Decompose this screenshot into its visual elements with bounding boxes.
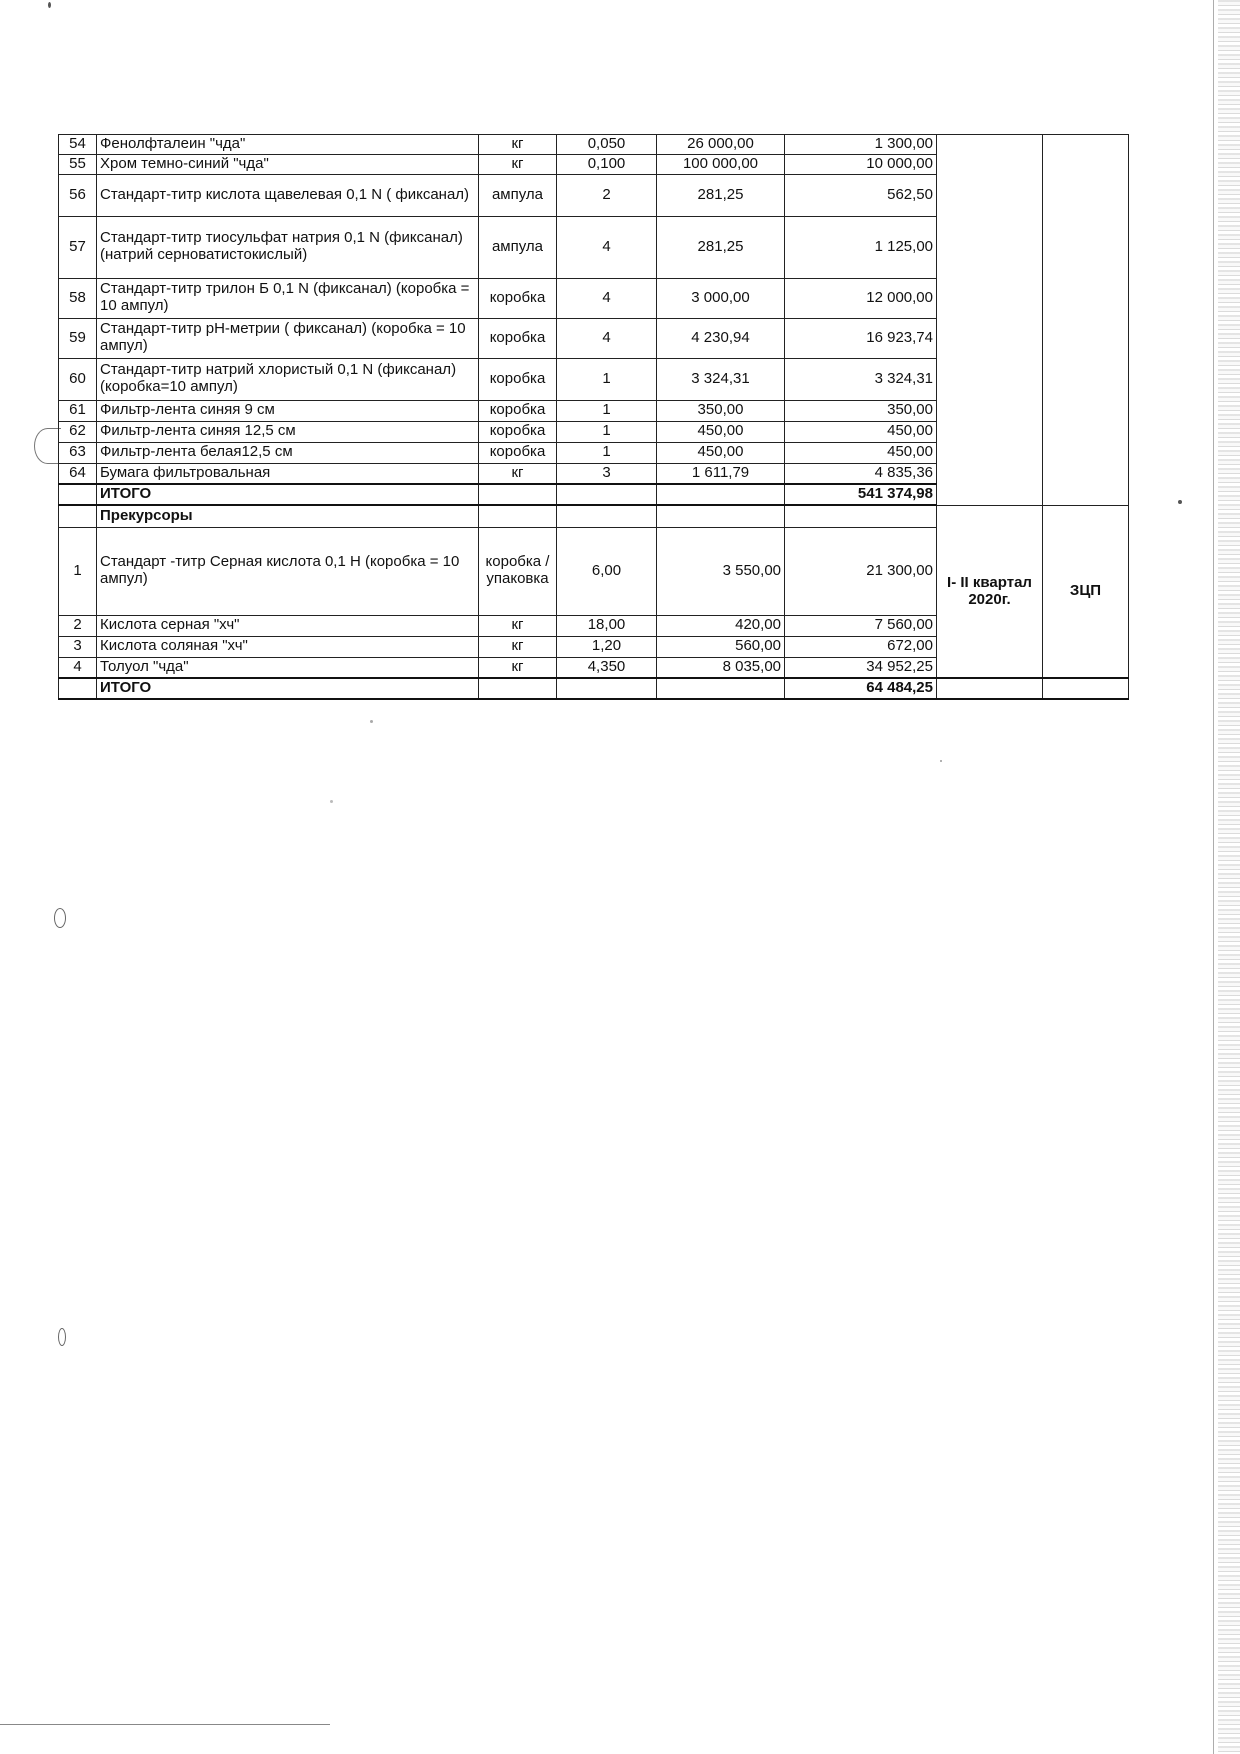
item-price: 450,00 [657, 421, 785, 442]
item-name: Хром темно-синий "чда" [97, 154, 479, 174]
total-label: ИТОГО [97, 484, 479, 505]
item-qty: 4 [557, 278, 657, 318]
item-price: 3 324,31 [657, 358, 785, 400]
empty-cell [479, 678, 557, 699]
item-sum: 1 300,00 [785, 135, 937, 155]
scan-speck [48, 2, 51, 8]
item-sum: 3 324,31 [785, 358, 937, 400]
table-row [59, 135, 1129, 155]
scan-bottom-line [0, 1724, 330, 1725]
row-number: 64 [59, 463, 97, 484]
item-unit: кг [479, 154, 557, 174]
item-name: Стандарт-титр натрий хлористый 0,1 N (фиксанал) (коробка=10 ампул) [97, 358, 479, 400]
total-row [59, 678, 1129, 699]
row-number: 58 [59, 278, 97, 318]
item-name: Стандарт-титр pH-метрии ( фиксанал) (коробка = 10 ампул) [97, 318, 479, 358]
item-price: 26 000,00 [657, 135, 785, 155]
item-price: 3 000,00 [657, 278, 785, 318]
item-name: Стандарт-титр тиосульфат натрия 0,1 N (фиксанал) (натрий серноватистокислый) [97, 216, 479, 278]
item-qty: 1 [557, 421, 657, 442]
row-number: 2 [59, 615, 97, 636]
item-price: 100 000,00 [657, 154, 785, 174]
item-qty: 4 [557, 318, 657, 358]
scan-edge-line [1213, 0, 1214, 1754]
item-unit: ампула [479, 216, 557, 278]
total-sum: 64 484,25 [785, 678, 937, 699]
item-sum: 350,00 [785, 400, 937, 421]
item-unit: коробка [479, 442, 557, 463]
empty-cell [59, 484, 97, 505]
scan-speck [370, 720, 373, 723]
punch-mark-icon [34, 428, 61, 464]
scan-speck [330, 800, 333, 803]
total-label: ИТОГО [97, 678, 479, 699]
row-number: 59 [59, 318, 97, 358]
empty-cell [557, 505, 657, 527]
item-qty: 1 [557, 400, 657, 421]
row-number: 4 [59, 657, 97, 678]
item-price: 4 230,94 [657, 318, 785, 358]
scan-speck [1178, 500, 1182, 504]
empty-cell [59, 678, 97, 699]
empty-cell [479, 484, 557, 505]
item-price: 350,00 [657, 400, 785, 421]
item-price: 3 550,00 [657, 527, 785, 615]
item-qty: 4 [557, 216, 657, 278]
empty-cell [479, 505, 557, 527]
item-unit: кг [479, 135, 557, 155]
row-number: 1 [59, 527, 97, 615]
item-unit: кг [479, 657, 557, 678]
scan-edge-shadow [1218, 0, 1240, 1754]
item-qty: 2 [557, 174, 657, 216]
item-unit: коробка [479, 358, 557, 400]
item-sum: 21 300,00 [785, 527, 937, 615]
item-unit: коробка [479, 400, 557, 421]
item-unit: кг [479, 463, 557, 484]
empty-cell [557, 484, 657, 505]
row-number: 56 [59, 174, 97, 216]
empty-cell [657, 505, 785, 527]
item-unit: коробка [479, 318, 557, 358]
punch-hole-icon [54, 908, 66, 928]
item-qty: 1,20 [557, 636, 657, 657]
punch-hole-icon [58, 1328, 66, 1346]
row-number: 57 [59, 216, 97, 278]
empty-cell [657, 678, 785, 699]
item-price: 281,25 [657, 174, 785, 216]
item-name: Стандарт-титр трилон Б 0,1 N (фиксанал) (коробка = 10 ампул) [97, 278, 479, 318]
empty-cell [657, 484, 785, 505]
item-name: Толуол "чда" [97, 657, 479, 678]
section-row [59, 505, 1129, 527]
row-number: 3 [59, 636, 97, 657]
item-name: Кислота соляная "хч" [97, 636, 479, 657]
item-unit: кг [479, 636, 557, 657]
row-number: 55 [59, 154, 97, 174]
item-price: 420,00 [657, 615, 785, 636]
item-name: Фильтр-лента белая12,5 см [97, 442, 479, 463]
total-sum: 541 374,98 [785, 484, 937, 505]
row-number: 54 [59, 135, 97, 155]
item-sum: 4 835,36 [785, 463, 937, 484]
empty-cell [59, 505, 97, 527]
item-sum: 450,00 [785, 442, 937, 463]
period-cell: I- II квартал 2020г. [937, 505, 1043, 678]
item-qty: 18,00 [557, 615, 657, 636]
empty-cell [785, 505, 937, 527]
section-title: Прекурсоры [97, 505, 479, 527]
item-price: 8 035,00 [657, 657, 785, 678]
item-name: Стандарт -титр Серная кислота 0,1 Н (коробка = 10 ампул) [97, 527, 479, 615]
item-qty: 1 [557, 358, 657, 400]
item-unit: коробка /упаковка [479, 527, 557, 615]
item-qty: 1 [557, 442, 657, 463]
item-name: Кислота серная "хч" [97, 615, 479, 636]
item-unit: коробка [479, 278, 557, 318]
row-number: 63 [59, 442, 97, 463]
item-unit: кг [479, 615, 557, 636]
item-qty: 6,00 [557, 527, 657, 615]
item-sum: 10 000,00 [785, 154, 937, 174]
item-unit: ампула [479, 174, 557, 216]
empty-cell [1043, 678, 1129, 699]
row-number: 60 [59, 358, 97, 400]
empty-cell [937, 678, 1043, 699]
item-price: 560,00 [657, 636, 785, 657]
item-sum: 1 125,00 [785, 216, 937, 278]
item-qty: 0,100 [557, 154, 657, 174]
materials-table [58, 134, 1129, 700]
item-name: Фильтр-лента синяя 12,5 см [97, 421, 479, 442]
item-sum: 16 923,74 [785, 318, 937, 358]
empty-cell [1043, 135, 1129, 506]
empty-cell [937, 135, 1043, 506]
item-sum: 672,00 [785, 636, 937, 657]
item-qty: 4,350 [557, 657, 657, 678]
item-name: Бумага фильтровальная [97, 463, 479, 484]
item-sum: 34 952,25 [785, 657, 937, 678]
item-price: 1 611,79 [657, 463, 785, 484]
item-qty: 3 [557, 463, 657, 484]
row-number: 62 [59, 421, 97, 442]
row-number: 61 [59, 400, 97, 421]
item-sum: 562,50 [785, 174, 937, 216]
item-sum: 7 560,00 [785, 615, 937, 636]
department-cell: ЗЦП [1043, 505, 1129, 678]
item-unit: коробка [479, 421, 557, 442]
item-name: Стандарт-титр кислота щавелевая 0,1 N ( фиксанал) [97, 174, 479, 216]
item-name: Фильтр-лента синяя 9 см [97, 400, 479, 421]
scan-speck [940, 760, 942, 762]
item-sum: 450,00 [785, 421, 937, 442]
item-price: 450,00 [657, 442, 785, 463]
item-sum: 12 000,00 [785, 278, 937, 318]
item-price: 281,25 [657, 216, 785, 278]
empty-cell [557, 678, 657, 699]
item-name: Фенолфталеин "чда" [97, 135, 479, 155]
item-qty: 0,050 [557, 135, 657, 155]
